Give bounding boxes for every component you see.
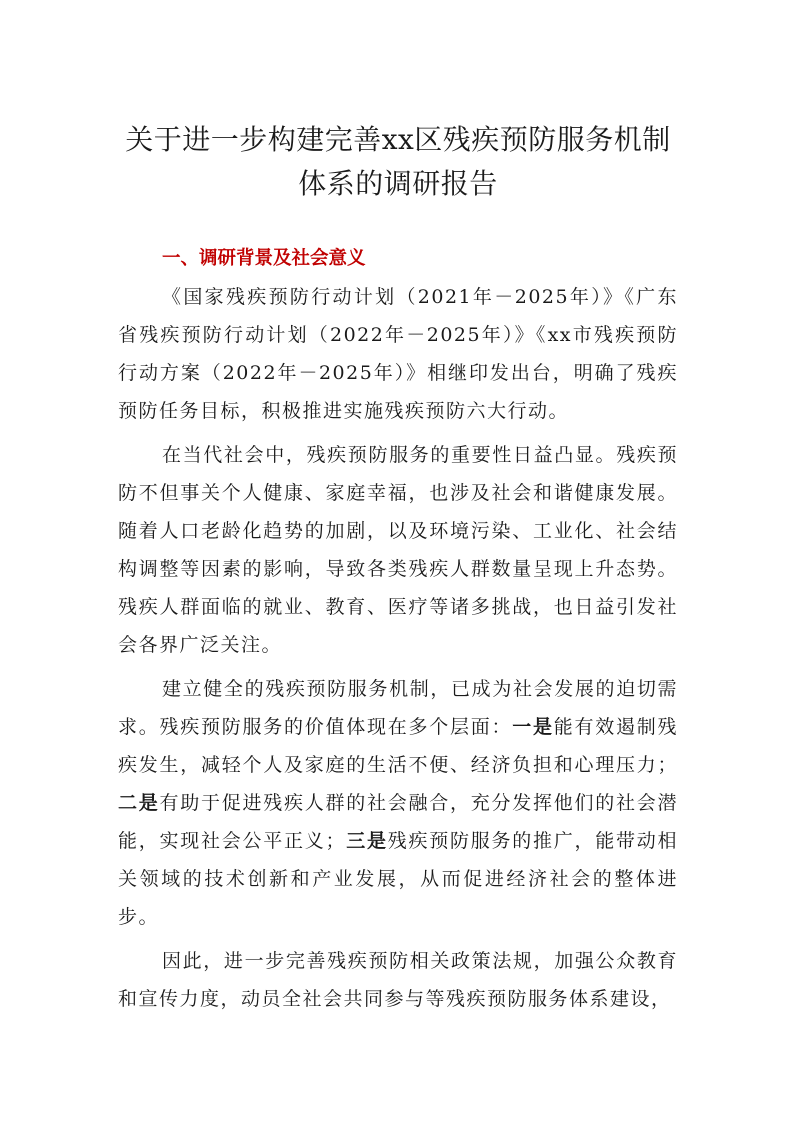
title-line-2: 体系的调研报告	[298, 167, 498, 200]
point-3-text: 残疾预防服务的推广，能带动相关领域的技术创新和产业发展，从而促进经济社会的整体进步。	[118, 830, 678, 928]
point-1-text: 能有效遏制残疾发生，减轻个人及家庭的生活不便、经济负担和心理压力；	[118, 716, 678, 776]
document-title	[118, 118, 678, 206]
title-line-1: 关于进一步构建完善xx区残疾预防服务机制	[125, 123, 671, 156]
point-1-label: 一是	[512, 716, 554, 738]
section-heading-background: 一、调研背景及社会意义	[162, 248, 366, 269]
point-2-text: 有助于促进残疾人群的社会融合，充分发挥他们的社会潜能，实现社会公平正义；	[118, 792, 678, 852]
paragraph-action-plans: 《国家残疾预防行动计划（2021年－2025年）》《广东省残疾预防行动计划（2022年－2025年）》《xx市残疾预防行动方案（2022年－2025年）》相继印发出台，明确了残疾预防任务目标，积极推进实施残疾预防六大行动。	[118, 286, 678, 422]
paragraph-conclusion: 因此，进一步完善残疾预防相关政策法规，加强公众教育和宣传力度，动员全社会共同参与等残疾预防服务体系建设，	[118, 950, 678, 1010]
paragraph-value	[118, 670, 678, 936]
point-2-label: 二是	[118, 792, 160, 814]
paragraph-importance: 在当代社会中，残疾预防服务的重要性日益凸显。残疾预防不但事关个人健康、家庭幸福，也涉及社会和谐健康发展。随着人口老龄化趋势的加剧，以及环境污染、工业化、社会结构调整等因素的影响，导致各类残疾人群数量呈现上升态势。残疾人群面临的就业、教育、医疗等诸多挑战，也日益引发社会各界广泛关注。	[118, 444, 678, 656]
point-3-label: 三是	[345, 830, 388, 852]
value-intro: 建立健全的残疾预防服务机制，已成为社会发展的迫切需求。残疾预防服务的价值体现在多个层面：	[118, 678, 678, 738]
